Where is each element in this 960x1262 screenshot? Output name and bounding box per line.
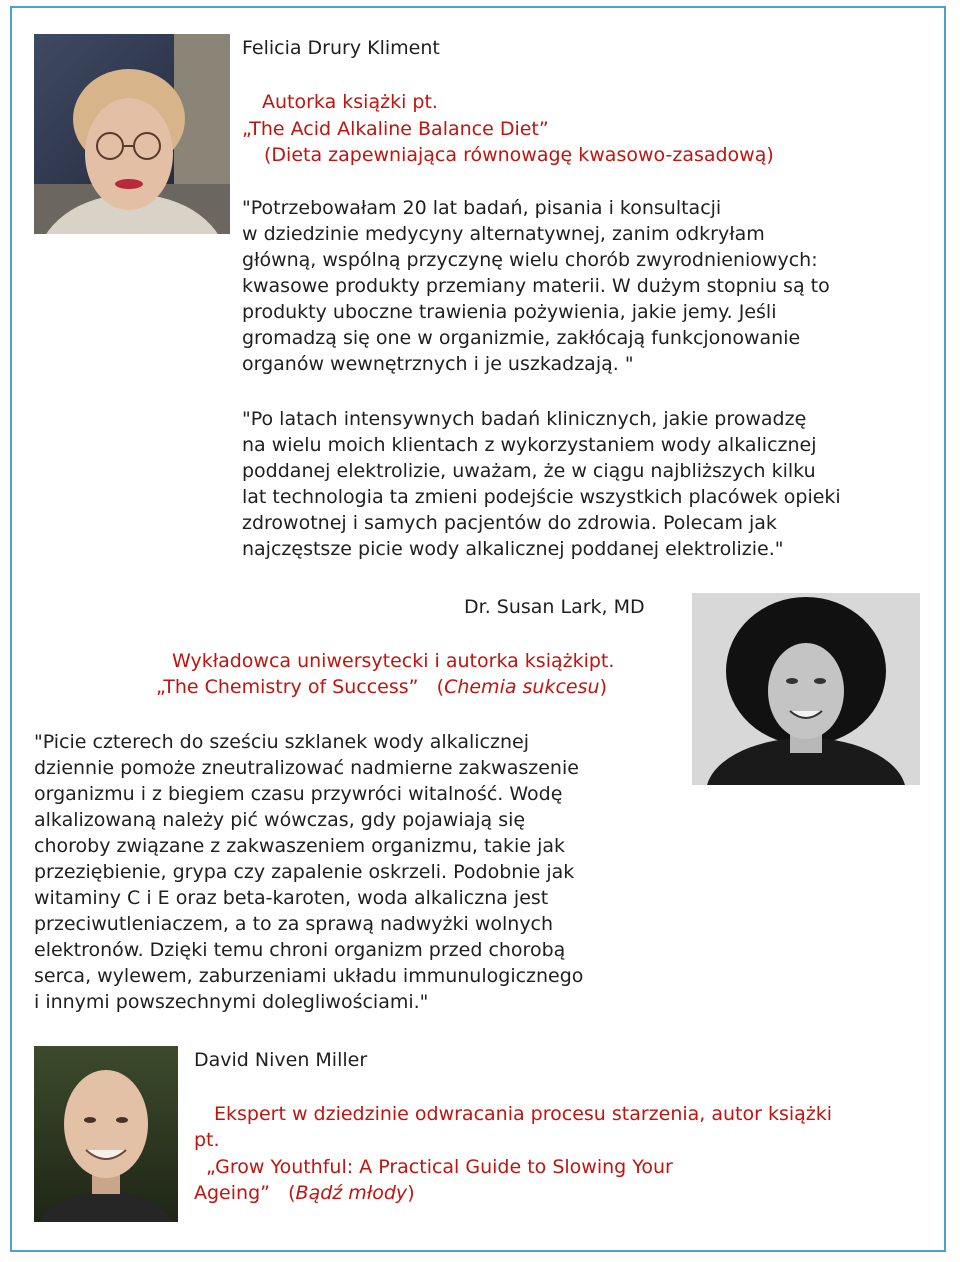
author-role-lark: Wykładowca uniwersytecki i autorka książkipt. xyxy=(172,650,615,672)
quote-line: alkalizowaną należy pić wówczas, gdy pojawiają się xyxy=(34,809,526,831)
quote-line: kwasowe produkty przemiany materii. W dużym stopniu są to xyxy=(242,275,830,297)
quote-line: główną, wspólną przyczynę wielu chorób zwyrodnieniowych: xyxy=(242,249,818,271)
quote-line: organów wewnętrznych i je uszkadzają. " xyxy=(242,353,634,375)
quote-felicia-2 xyxy=(242,406,841,562)
quote-line: "Po latach intensywnych badań klinicznych, jakie prowadzę xyxy=(242,408,807,430)
book-translation: Chemia sukcesu xyxy=(444,676,600,698)
quote-line: produkty uboczne trawienia pożywienia, jakie jemy. Jeśli xyxy=(242,301,777,323)
quote-line: organizmu i z biegiem czasu przywróci witalność. Wodę xyxy=(34,783,563,805)
author-name-miller: David Niven Miller xyxy=(194,1049,368,1071)
book-title-miller: „Grow Youthful: A Practical Guide to Slowing Your xyxy=(206,1156,673,1178)
book-title-lark xyxy=(156,674,607,700)
author-role-felicia: Autorka książki pt. xyxy=(262,91,438,113)
quote-line: "Picie czterech do sześciu szklanek wody alkalicznej xyxy=(34,731,529,753)
book-translation-open: ( xyxy=(436,676,445,698)
book-title-felicia: „The Acid Alkaline Balance Diet” xyxy=(242,118,549,140)
quote-line: witaminy C i E oraz beta-karoten, woda alkaliczna jest xyxy=(34,887,549,909)
quote-line: przeciwutleniaczem, a to za sprawą nadwyżki wolnych xyxy=(34,913,554,935)
quote-line: choroby związane z zakwaszeniem organizmu, takie jak xyxy=(34,835,565,857)
book-title-text: Ageing” xyxy=(194,1182,270,1204)
quote-line: elektronów. Dzięki temu chroni organizm przed chorobą xyxy=(34,939,566,961)
author-photo-lark xyxy=(692,593,920,785)
quote-line: gromadzą się one w organizmie, zakłócają funkcjonowanie xyxy=(242,327,801,349)
author-role-miller: Ekspert w dziedzinie odwracania procesu starzenia, autor książki xyxy=(214,1103,833,1125)
quote-line: serca, wylewem, zaburzeniami układu immunulogicznego xyxy=(34,965,584,987)
quote-lark xyxy=(34,729,583,1015)
book-translation-close: ) xyxy=(407,1182,415,1204)
quote-line: i innymi powszechnymi dolegliwościami." xyxy=(34,991,429,1013)
book-translation: Bądź młody xyxy=(295,1182,408,1204)
book-translation-open: ( xyxy=(288,1182,296,1204)
author-name-lark: Dr. Susan Lark, MD xyxy=(464,596,645,618)
quote-line: dziennie pomoże zneutralizować nadmierne zakwaszenie xyxy=(34,757,579,779)
book-subtitle-felicia: (Dieta zapewniająca równowagę kwasowo-zasadową) xyxy=(264,144,774,166)
quote-line: najczęstsze picie wody alkalicznej poddanej elektrolizie." xyxy=(242,538,784,560)
quote-line: "Potrzebowałam 20 lat badań, pisania i konsultacji xyxy=(242,197,722,219)
quote-line: w dziedzinie medycyny alternatywnej, zanim odkryłam xyxy=(242,223,765,245)
book-title-miller-2 xyxy=(194,1180,415,1206)
quote-line: zdrowotnej i samych pacjentów do zdrowia. Polecam jak xyxy=(242,512,777,534)
quote-line: na wielu moich klientach z wykorzystaniem wody alkalicznej xyxy=(242,434,817,456)
book-title-text: „The Chemistry of Success” xyxy=(156,676,419,698)
quote-felicia-1 xyxy=(242,195,830,377)
book-translation-close: ) xyxy=(599,676,607,698)
quote-line: lat technologia ta zmieni podejście wszystkich placówek opieki xyxy=(242,486,841,508)
author-photo-felicia xyxy=(34,34,230,234)
quote-line: przeziębienie, grypa czy zapalenie oskrzeli. Podobnie jak xyxy=(34,861,575,883)
author-name-felicia: Felicia Drury Kliment xyxy=(242,37,440,59)
author-role-miller-2: pt. xyxy=(194,1129,220,1151)
quote-line: poddanej elektrolizie, uważam, że w ciągu najbliższych kilku xyxy=(242,460,816,482)
author-photo-miller xyxy=(34,1046,178,1222)
